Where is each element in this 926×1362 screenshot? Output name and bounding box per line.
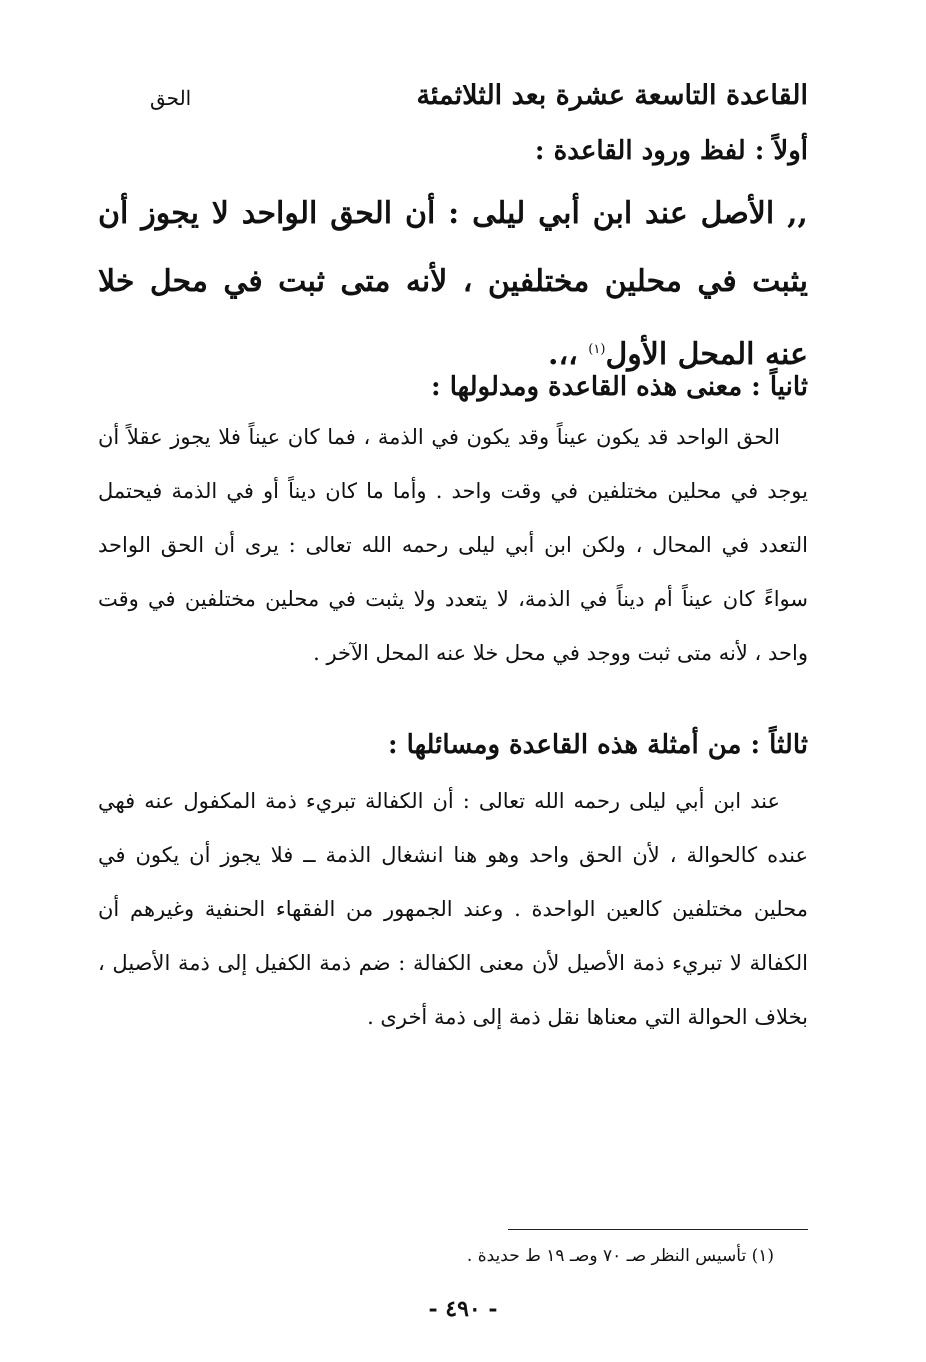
examples-paragraph: عند ابن أبي ليلى رحمه الله تعالى : أن الكفالة تبريء ذمة المكفول عنه فهي عنده كالحوالة ، لأن الحق واحد وهو هنا انشغال الذمة ــ فلا يجوز أن يكون في محلين مختلفين كالعين الواحدة . وعند الجمهور من الفقهاء الحنفية وغيرهم أن الكفالة لا تبريء ذمة الأصيل لأن معنى الكفالة : ضم ذمة الكفيل إلى ذمة الأصيل ، بخلاف الحوالة التي معناها نقل ذمة إلى ذمة أخرى . <box>98 789 808 1029</box>
running-header <box>150 80 808 124</box>
meaning-paragraph: الحق الواحد قد يكون عيناً وقد يكون في الذمة ، فما كان عيناً فلا يجوز عقلاً أن يوجد في محلين مختلفين في وقت واحد . وأما ما كان ديناً أو في الذمة فيحتمل التعدد في المحال ، ولكن ابن أبي ليلى رحمه الله تعالى : يرى أن الحق الواحد سواءً كان عيناً أم ديناً في الذمة، لا يتعدد ولا يثبت في محلين مختلفين في وقت واحد ، لأنه متى ثبت ووجد في محل خلا عنه المحل الآخر . <box>98 425 808 665</box>
second-section-heading: ثانياً : معنى هذه القاعدة ومدلولها : <box>431 372 808 402</box>
rule-quote <box>98 180 808 389</box>
chapter-title: القاعدة التاسعة عشرة بعد الثلاثمئة <box>416 80 808 111</box>
third-section-heading: ثالثاً : من أمثلة هذه القاعدة ومسائلها : <box>388 730 808 760</box>
footnote-marker: (١) <box>588 342 606 357</box>
footnote-divider <box>508 1229 808 1230</box>
rule-quote-close: ،،. <box>548 337 589 372</box>
rule-quote-text: ,, الأصل عند ابن أبي ليلى : أن الحق الواحد لا يجوز أن يثبت في محلين مختلفين ، لأنه متى ثبت في محل خلا عنه المحل الأول <box>98 196 808 372</box>
topic-label: الحق <box>150 86 192 110</box>
footnote: (١) تأسيس النظر صـ ٧٠ وصـ ١٩ ط حديدة . <box>466 1246 774 1266</box>
page-number: - ٤٩٠ - <box>428 1296 498 1322</box>
first-section-heading: أولاً : لفظ ورود القاعدة : <box>534 136 808 166</box>
